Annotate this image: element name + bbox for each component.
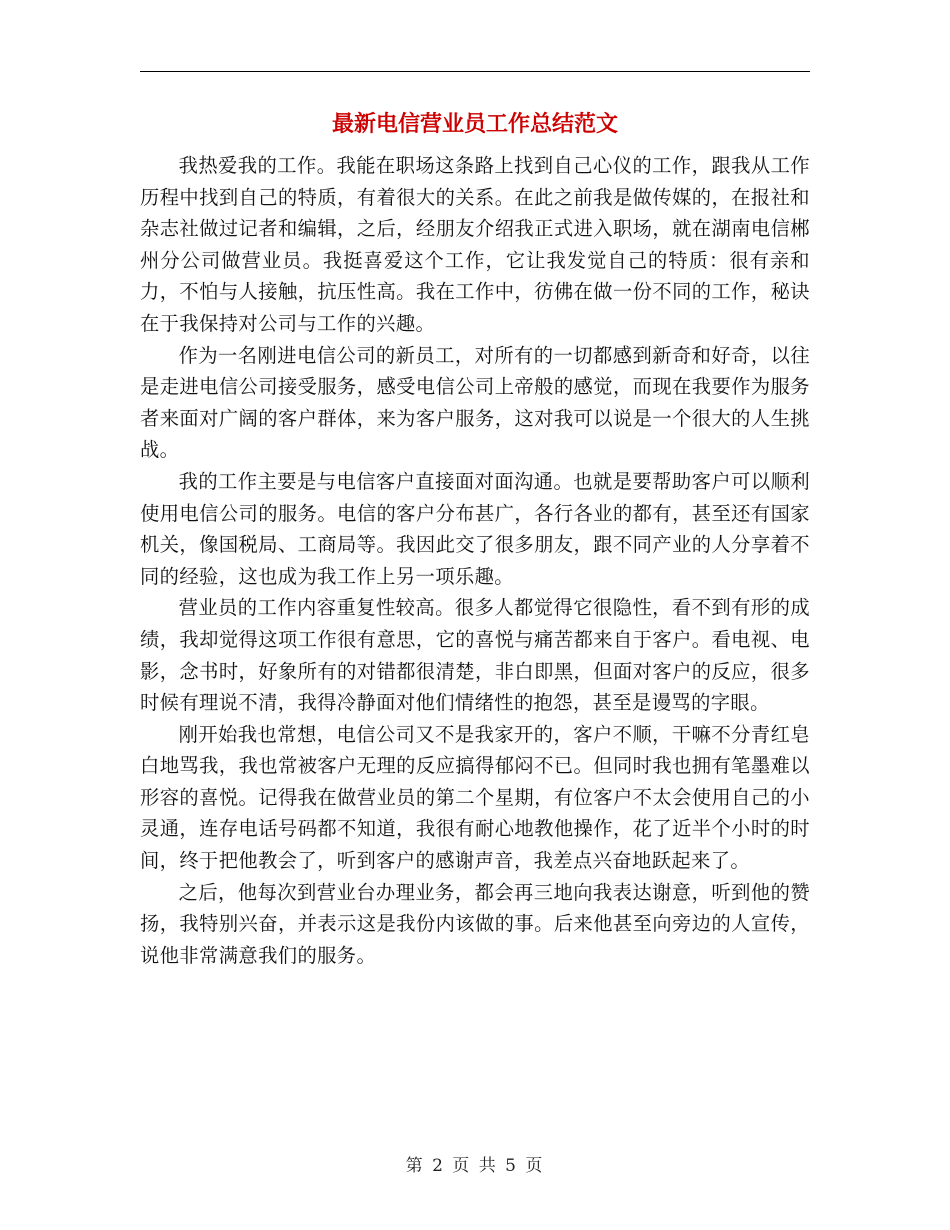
document-title: 最新电信营业员工作总结范文 xyxy=(331,112,618,137)
document-body xyxy=(140,150,810,971)
paragraph: 营业员的工作内容重复性较高。很多人都觉得它很隐性，看不到有形的成绩，我却觉得这项工作很有意思，它的喜悦与痛苦都来自于客户。看电视、电影，念书时，好象所有的对错都很清楚，非白即黑，但面对客户的反应，很多时候有理说不清，我得冷静面对他们情绪性的抱怨，甚至是谩骂的字眼。 xyxy=(140,596,810,715)
paragraph: 之后，他每次到营业台办理业务，都会再三地向我表达谢意，听到他的赞扬，我特别兴奋，并表示这是我份内该做的事。后来他甚至向旁边的人宣传，说他非常满意我们的服务。 xyxy=(140,880,810,967)
page-number: 第 2 页 共 5 页 xyxy=(405,1156,545,1176)
header-rule xyxy=(140,71,810,72)
paragraph: 作为一名刚进电信公司的新员工，对所有的一切都感到新奇和好奇，以往是走进电信公司接受服务，感受电信公司上帝般的感觉，而现在我要作为服务者来面对广阔的客户群体，来为客户服务，这对我可以说是一个很大的人生挑战。 xyxy=(140,343,810,462)
paragraph: 我热爱我的工作。我能在职场这条路上找到自己心仪的工作，跟我从工作历程中找到自己的特质，有着很大的关系。在此之前我是做传媒的，在报社和杂志社做过记者和编辑，之后，经朋友介绍我正式进入职场，就在湖南电信郴州分公司做营业员。我挺喜爱这个工作，它让我发觉自己的特质：很有亲和力，不怕与人接触，抗压性高。我在工作中，彷佛在做一份不同的工作，秘诀在于我保持对公司与工作的兴趣。 xyxy=(140,154,810,335)
paragraph: 刚开始我也常想，电信公司又不是我家开的，客户不顺，干嘛不分青红皂白地骂我，我也常被客户无理的反应搞得郁闷不已。但同时我也拥有笔墨难以形容的喜悦。记得我在做营业员的第二个星期，有位客户不太会使用自己的小灵通，连存电话号码都不知道，我很有耐心地教他操作，花了近半个小时的时间，终于把他教会了，听到客户的感谢声音，我差点兴奋地跃起来了。 xyxy=(140,722,810,873)
paragraph: 我的工作主要是与电信客户直接面对面沟通。也就是要帮助客户可以顺利使用电信公司的服务。电信的客户分布甚广，各行各业的都有，甚至还有国家机关，像国税局、工商局等。我因此交了很多朋友，跟不同产业的人分享着不同的经验，这也成为我工作上另一项乐趣。 xyxy=(140,469,810,588)
